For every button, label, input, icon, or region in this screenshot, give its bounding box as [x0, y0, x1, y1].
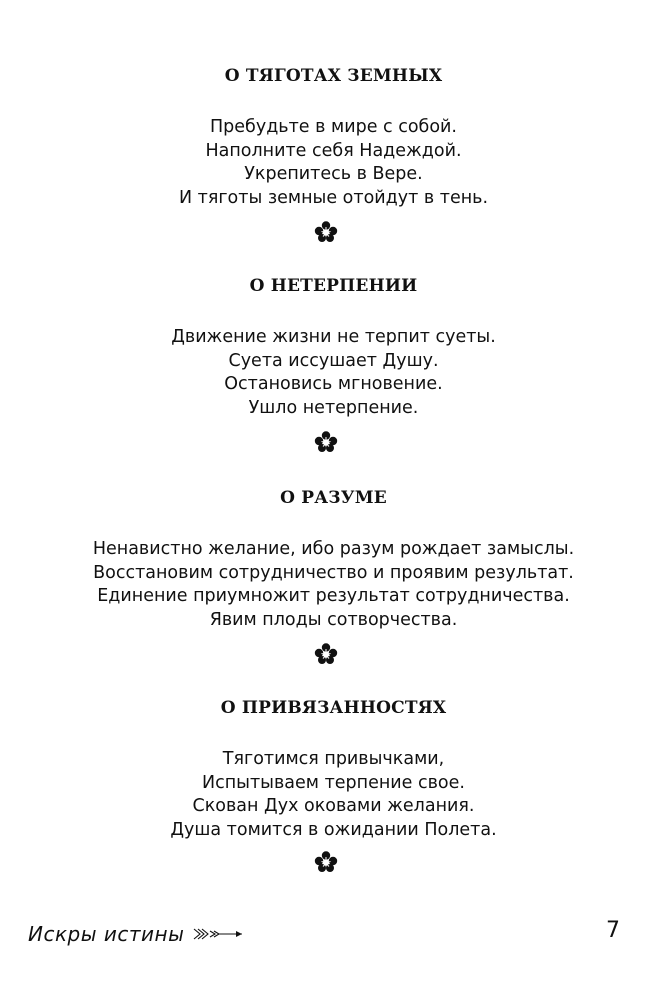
poem-section-privyazannosti [0, 696, 667, 842]
poem-line: Остановись мгновение. [224, 374, 443, 394]
section-heading: О НЕТЕРПЕНИИ [249, 276, 418, 296]
book-title: Искры истины [28, 922, 185, 946]
poem-section-tyagoty [0, 64, 667, 210]
arrow-ornament-icon [192, 926, 244, 942]
poem-section-razum [0, 486, 667, 632]
flower-ornament-icon [313, 430, 339, 454]
poem-line: Ненавистно желание, ибо разум рождает замыслы. [92, 539, 575, 559]
poem-line: Восстановим сотрудничество и проявим результат. [93, 562, 574, 583]
poem-line: И тяготы земные отойдут в тень. [178, 187, 489, 208]
poem-section-neterpenie [0, 274, 667, 420]
poem-lines [0, 326, 667, 420]
poem-line: Суета иссушает Душу. [228, 350, 439, 371]
poem-lines [0, 116, 667, 210]
section-heading: О ПРИВЯЗАННОСТЯХ [220, 698, 447, 718]
poem-line: Наполните себя Надеждой. [205, 140, 462, 161]
poem-line: Единение приумножит результат сотрудничества. [97, 586, 570, 606]
poem-line: Душа томится в ожидании Полета. [170, 819, 497, 840]
poem-line: Укрепитесь в Вере. [244, 164, 423, 184]
flower-ornament-icon [313, 850, 339, 874]
page-number: 7 [606, 918, 620, 943]
poem-lines [0, 748, 667, 842]
poem-line: Тяготимся привычками, [222, 749, 445, 769]
flower-ornament-icon [313, 220, 339, 244]
poem-line: Испытываем терпение свое. [202, 772, 465, 793]
section-heading: О РАЗУМЕ [280, 488, 387, 508]
poem-line: Скован Дух оковами желания. [192, 796, 475, 816]
poem-lines [0, 538, 667, 632]
poem-line: Пребудьте в мире с собой. [210, 117, 457, 137]
poem-line: Явим плоды сотворчества. [209, 609, 458, 630]
section-heading: О ТЯГОТАХ ЗЕМНЫХ [224, 66, 443, 86]
poem-line: Движение жизни не терпит суеты. [171, 327, 496, 347]
poem-line: Ушло нетерпение. [248, 397, 419, 418]
flower-ornament-icon [313, 642, 339, 666]
